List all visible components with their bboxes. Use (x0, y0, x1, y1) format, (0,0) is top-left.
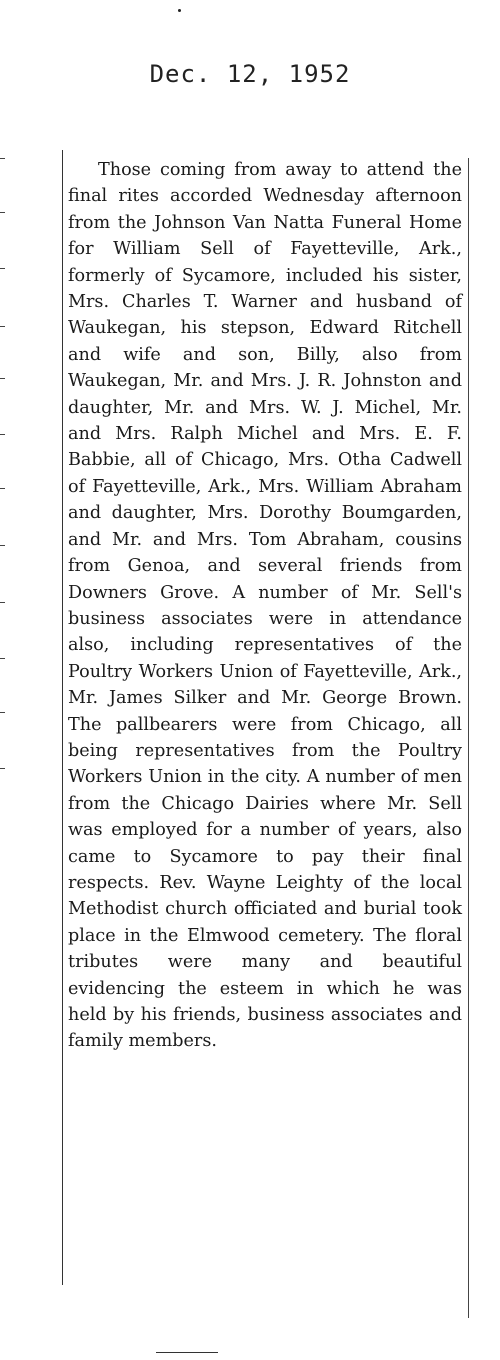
article-body: Those coming from away to attend the final rites accorded Wednesday afternoon from the Johnson Van Natta Funeral Home for William Sell of Fayetteville, Ark., formerly of Sycamore, included his sister, Mrs. Charles T. Warner and husband of Waukegan, his stepson, Edward Ritchell and wife and son, Billy, also from Waukegan, Mr. and Mrs. J. R. Johnston and daughter, Mr. and Mrs. W. J. Michel, Mr. and Mrs. Ralph Michel and Mrs. E. F. Babbie, all of Chicago, Mrs. Otha Cadwell of Fayetteville, Ark., Mrs. William Abraham and daughter, Mrs. Dorothy Boumgarden, and Mr. and Mrs. Tom Abraham, cousins from Genoa, and several friends from Downers Grove. A number of Mr. Sell's business associates were in attendance also, including representatives of the Poultry Workers Union of Fayetteville, Ark., Mr. James Silker and Mr. George Brown. The pallbearers were from Chicago, all being representatives from the Poultry Workers Union in the city. A number of men from the Chicago Dairies where Mr. Sell was employed for a number of years, also came to Sycamore to pay their final respects. Rev. Wayne Leighty of the local Methodist church officiated and burial took place in the Elmwood cemetery. The floral tributes were many and beautiful evidencing the esteem in which he was held by his friends, business associates and family members. (68, 160, 462, 1052)
bottom-rule (156, 1352, 218, 1353)
ink-speck (178, 9, 181, 12)
obituary-article (68, 157, 462, 1055)
column-rule-right (468, 158, 469, 1318)
column-rule-left (62, 150, 63, 1285)
adjacent-column-edge (0, 150, 8, 1150)
clipping-date: Dec. 12, 1952 (149, 60, 351, 88)
